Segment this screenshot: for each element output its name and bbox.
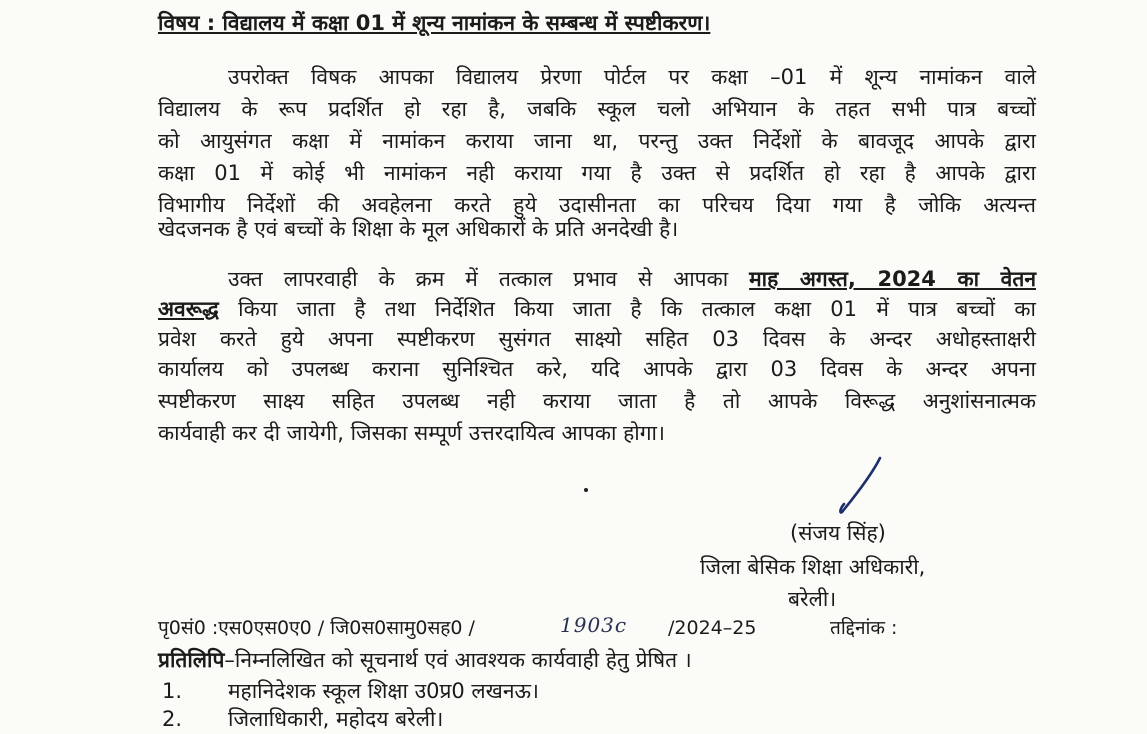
paragraph-line: कार्यवाही कर दी जायेगी, जिसका सम्पूर्ण उत्तरदायित्व आपका होगा। [158, 421, 665, 445]
reference-year: /2024–25 [668, 617, 757, 639]
paragraph-line: स्पष्टीकरण साक्ष्य सहित उपलब्ध नही कराया जाता है तो आपके विरूद्ध अनुशांसनात्मक [158, 389, 1036, 413]
paragraph-line [228, 264, 1036, 294]
reference-number: पृ0सं0 :एस0एस0ए0 / जि0स0सामु0सह0 / [158, 617, 475, 639]
paragraph-line: प्रवेश करते हुये अपना स्पष्टीकरण सुसंगत साक्ष्यो सहित 03 दिवस के अन्दर अधोहस्ताक्षरी [158, 327, 1036, 351]
handwritten-number: 1903c [560, 613, 628, 637]
ink-dot [584, 488, 588, 492]
officer-designation: जिला बेसिक शिक्षा अधिकारी, [700, 555, 926, 579]
copy-item-number: 2. [162, 707, 183, 731]
officer-place: बरेली। [788, 587, 837, 611]
signature-mark [830, 452, 890, 522]
paragraph-line: विद्यालय के रूप प्रदर्शित हो रहा है, जबकि स्कूल चलो अभियान के तहत सभी पात्र बच्चों [158, 97, 1036, 121]
paragraph-text: उक्त लापरवाही के क्रम में तत्काल प्रभाव से आपका [228, 267, 729, 291]
paragraph-line [158, 294, 1036, 324]
copy-to-label: प्रतिलिपि [158, 648, 225, 672]
copy-item-number: 1. [162, 679, 183, 703]
officer-name: (संजय सिंह) [790, 521, 886, 545]
copy-item-text: जिलाधिकारी, महोदय बरेली। [228, 707, 444, 731]
copy-item-text: महानिदेशक स्कूल शिक्षा उ0प्र0 लखनऊ। [228, 679, 539, 703]
copy-to-heading [158, 645, 692, 675]
paragraph-line: खेदजनक है एवं बच्चों के शिक्षा के मूल अधिकारों के प्रति अनदेखी है। [158, 217, 679, 241]
date-label: तद्दिनांक : [830, 617, 898, 639]
paragraph-line: उपरोक्त विषक आपका विद्यालय प्रेरणा पोर्टल पर कक्षा –01 में शून्य नामांकन वाले [228, 65, 1036, 89]
copy-to-text: –निम्नलिखित को सूचनार्थ एवं आवश्यक कार्यवाही हेतु प्रेषित । [224, 648, 692, 672]
paragraph-line: कक्षा 01 में कोई भी नामांकन नही कराया गया है उक्त से प्रदर्शित हो रहा है आपके द्वारा [158, 161, 1036, 185]
paragraph-line: को आयुसंगत कक्षा में नामांकन कराया जाना था, परन्तु उक्त निर्देशों के बावजूद आपके द्वारा [158, 129, 1036, 153]
withheld-highlight: अवरूद्ध [158, 297, 219, 321]
letter-subject: विषय : विद्यालय में कक्षा 01 में शून्य नामांकन के सम्बन्ध में स्पष्टीकरण। [158, 11, 711, 35]
paragraph-text: किया जाता है तथा निर्देशित किया जाता है कि तत्काल कक्षा 01 में पात्र बच्चों का [238, 297, 1036, 321]
salary-highlight: माह अगस्त, 2024 का वेतन [749, 267, 1036, 291]
paragraph-line: कार्यालय को उपलब्ध कराना सुनिश्चित करे, यदि आपके द्वारा 03 दिवस के अन्दर अपना [158, 357, 1036, 381]
paragraph-line: विभागीय निर्देशों की अवहेलना करते हुये उदासीनता का परिचय दिया गया है जोकि अत्यन्त [158, 193, 1036, 217]
